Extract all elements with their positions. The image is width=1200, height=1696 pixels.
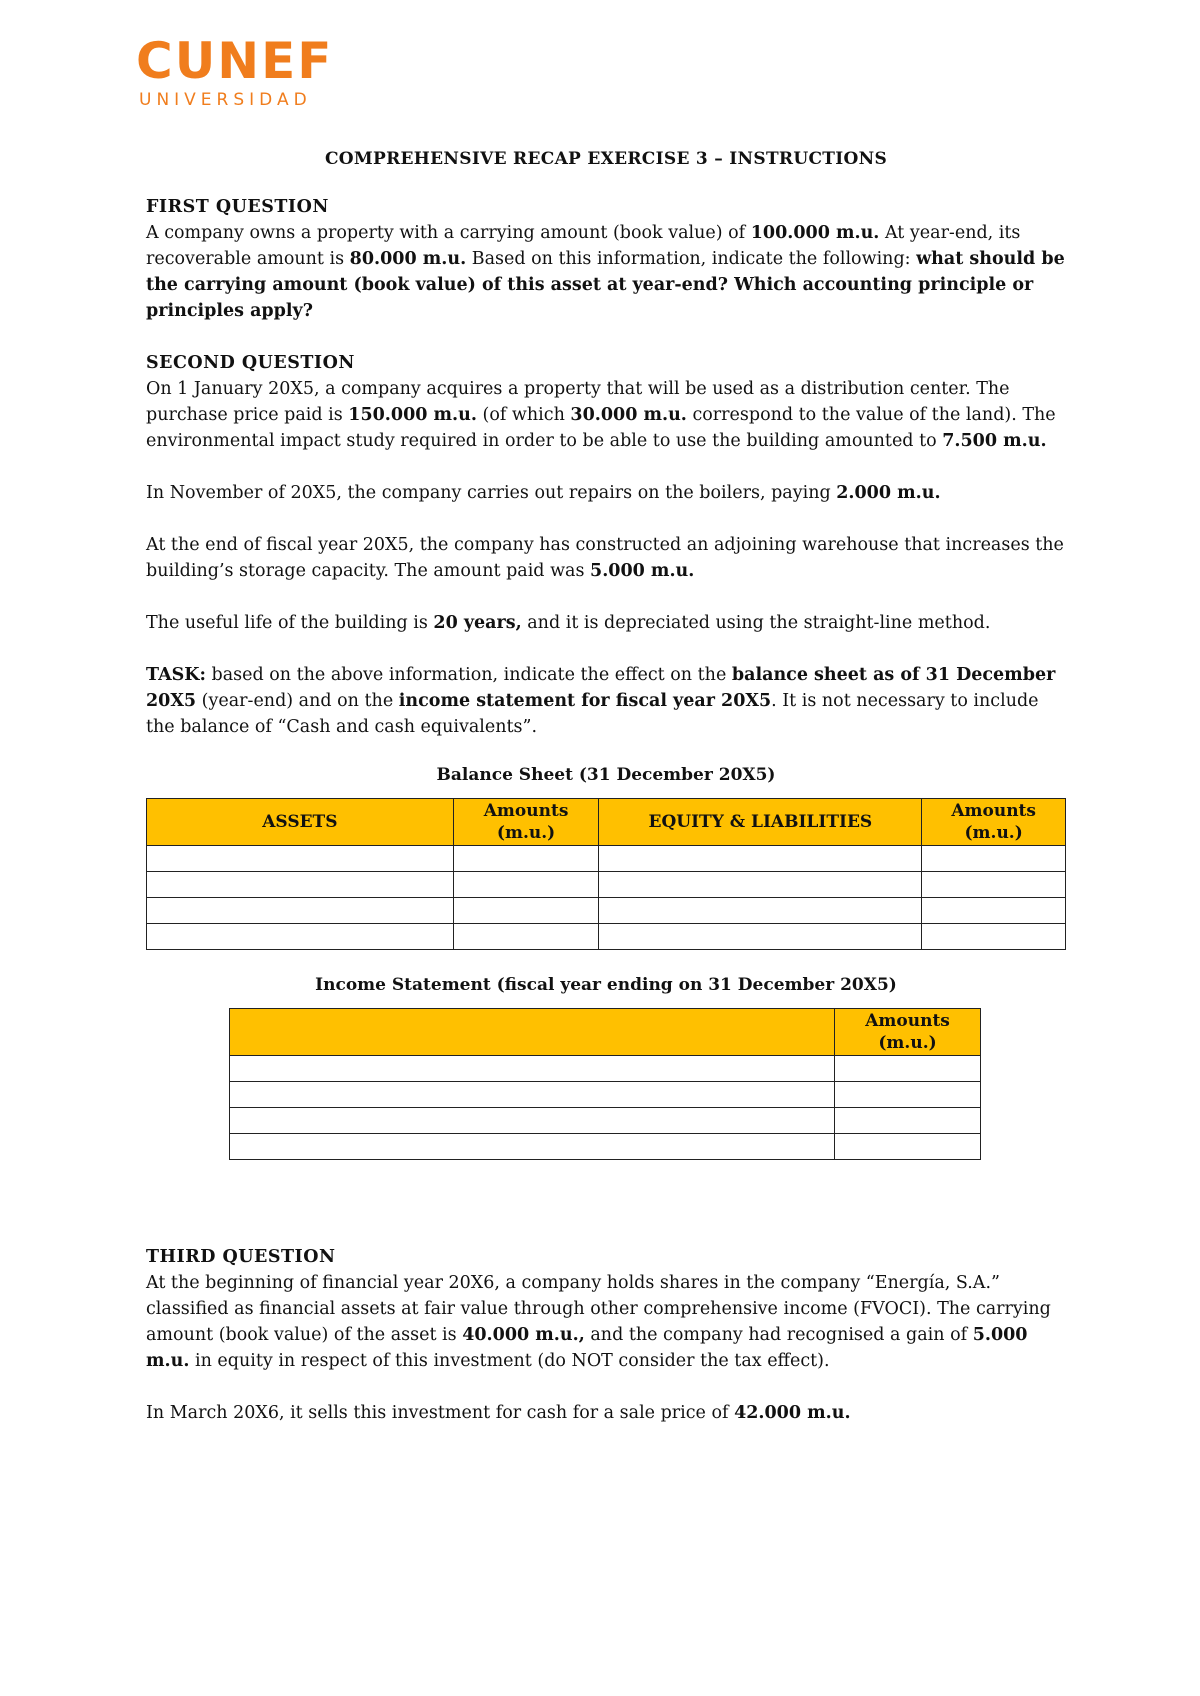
text: (year-end) and on the: [196, 691, 399, 711]
third-question-heading: THIRD QUESTION: [146, 1247, 336, 1267]
bold-text: 150.000 m.u.: [348, 405, 477, 425]
logo-subtitle: UNIVERSIDAD: [139, 90, 312, 110]
second-question-para-2: [146, 480, 1066, 506]
document-body: [146, 146, 1066, 1426]
bold-text: 5.000 m.u.: [590, 561, 695, 581]
table-cell[interactable]: [835, 1056, 981, 1082]
table-cell[interactable]: [230, 1082, 835, 1108]
bold-text: what should be the carrying amount (book value) of this asset at year-end? Which accounting principle or principles apply?: [146, 249, 1065, 321]
first-question: [146, 194, 1066, 324]
amounts-header: Amounts (m.u.): [835, 1009, 981, 1056]
table-cell[interactable]: [922, 846, 1066, 872]
bold-text: balance sheet as of 31 December 20X5: [146, 665, 1056, 711]
logo-wordmark: CUNEF: [136, 32, 334, 90]
table-cell[interactable]: [230, 1108, 835, 1134]
first-question-heading: FIRST QUESTION: [146, 197, 329, 217]
text: At the beginning of financial year 20X6, a company holds shares in the company “Energía, S.A.” classified as financial assets at fair value through other comprehensive income (FVOCI). The carrying amount (book value) of the asset is: [146, 1273, 1051, 1345]
income-statement-caption: Income Statement (fiscal year ending on 31 December 20X5): [315, 975, 897, 995]
concept-header: [230, 1009, 835, 1056]
table-cell[interactable]: [922, 924, 1066, 950]
bold-text: 100.000 m.u.: [750, 223, 880, 243]
table-cell[interactable]: [922, 872, 1066, 898]
table-row: [230, 1134, 981, 1160]
table-cell[interactable]: [835, 1082, 981, 1108]
assets-amounts-header: Amounts (m.u.): [453, 799, 599, 846]
table-row: [147, 898, 1066, 924]
table-row: [147, 872, 1066, 898]
text: A company owns a property with a carrying amount (book value) of: [146, 223, 751, 243]
table-cell[interactable]: [453, 846, 599, 872]
table-cell[interactable]: [835, 1108, 981, 1134]
table-cell[interactable]: [599, 846, 922, 872]
third-question: [146, 1244, 1066, 1426]
text: On 1 January 20X5, a company acquires a property that will be used as a distribution center. The purchase price paid is: [146, 379, 1010, 425]
table-cell[interactable]: [835, 1134, 981, 1160]
bold-text: 40.000 m.u.,: [462, 1325, 585, 1345]
table-cell[interactable]: [147, 846, 454, 872]
second-question-heading: SECOND QUESTION: [146, 353, 355, 373]
bold-text: 30.000 m.u.: [570, 405, 687, 425]
table-header-row: [230, 1009, 981, 1056]
table-cell[interactable]: [147, 872, 454, 898]
task-text: [146, 662, 1066, 740]
table-row: [230, 1056, 981, 1082]
bold-text: 7.500 m.u.: [942, 431, 1047, 451]
text: and it is depreciated using the straight-line method.: [521, 613, 991, 633]
page-title: COMPREHENSIVE RECAP EXERCISE 3 – INSTRUCTIONS: [324, 149, 888, 169]
table-cell[interactable]: [453, 872, 599, 898]
second-question: [146, 350, 1066, 1160]
text: correspond to the value of the land). The environmental impact study required in order to be able to use the building amounted to: [146, 405, 1056, 451]
bold-text: 42.000 m.u.: [734, 1403, 851, 1423]
balance-sheet-caption: Balance Sheet (31 December 20X5): [436, 765, 776, 785]
text: In November of 20X5, the company carries out repairs on the boilers, paying: [146, 483, 837, 503]
text: In March 20X6, it sells this investment for cash for a sale price of: [146, 1403, 735, 1423]
text: (of which: [476, 405, 571, 425]
balance-sheet-table: [146, 798, 1066, 950]
first-question-text: [146, 220, 1066, 324]
table-cell[interactable]: [147, 898, 454, 924]
second-question-para-3: [146, 532, 1066, 584]
table-row: [230, 1108, 981, 1134]
bold-text: 20 years,: [433, 613, 522, 633]
text: based on the above information, indicate the effect on the: [205, 665, 732, 685]
second-question-para-1: [146, 376, 1066, 454]
equity-liabilities-header: EQUITY & LIABILITIES: [599, 799, 922, 846]
table-row: [147, 846, 1066, 872]
bold-text: 80.000 m.u.: [349, 249, 467, 269]
income-statement-table: [229, 1008, 981, 1160]
text: in equity in respect of this investment (do NOT consider the tax effect).: [189, 1351, 830, 1371]
table-cell[interactable]: [147, 924, 454, 950]
text: . It is not necessary to include the balance of “Cash and cash equivalents”.: [146, 691, 1039, 737]
table-cell[interactable]: [599, 924, 922, 950]
bold-text: 5.000 m.u.: [146, 1325, 1028, 1371]
assets-header: ASSETS: [147, 799, 454, 846]
text: The useful life of the building is: [146, 613, 434, 633]
table-cell[interactable]: [599, 898, 922, 924]
table-cell[interactable]: [230, 1056, 835, 1082]
equity-amounts-header: Amounts (m.u.): [922, 799, 1066, 846]
cunef-logo: [136, 32, 334, 110]
bold-text: 2.000 m.u.: [836, 483, 941, 503]
text: and the company had recognised a gain of: [584, 1325, 973, 1345]
third-question-para-2: [146, 1400, 1066, 1426]
table-row: [230, 1082, 981, 1108]
bold-text: income statement for fiscal year 20X5: [398, 691, 772, 711]
table-cell[interactable]: [922, 898, 1066, 924]
text: At the end of fiscal year 20X5, the company has constructed an adjoining warehouse that increases the building’s storage capacity. The amount paid was: [146, 535, 1064, 581]
table-row: [147, 924, 1066, 950]
third-question-para-1: [146, 1270, 1066, 1374]
table-cell[interactable]: [599, 872, 922, 898]
task-label: TASK:: [146, 665, 206, 685]
text: Based on this information, indicate the following:: [466, 249, 917, 269]
table-header-row: [147, 799, 1066, 846]
table-cell[interactable]: [230, 1134, 835, 1160]
second-question-para-4: [146, 610, 1066, 636]
text: At year-end, its recoverable amount is: [146, 223, 1021, 269]
table-cell[interactable]: [453, 898, 599, 924]
table-cell[interactable]: [453, 924, 599, 950]
